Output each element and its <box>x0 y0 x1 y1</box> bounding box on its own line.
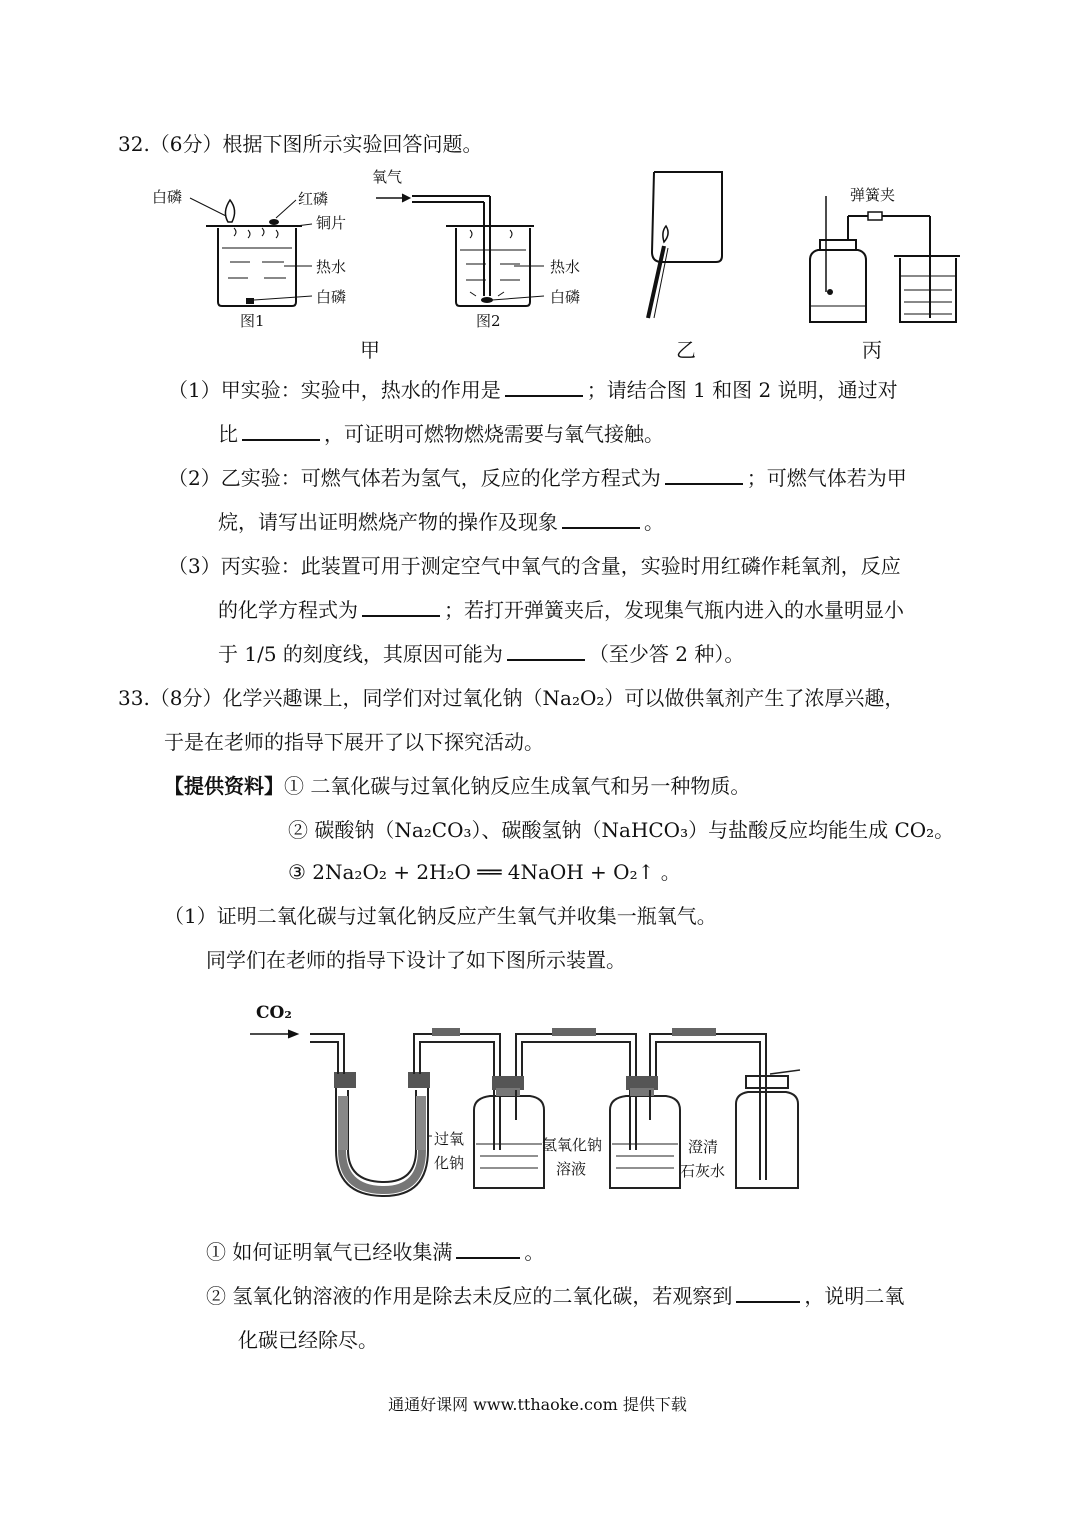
q33-subq1: ① 如何证明氧气已经收集满 。 <box>206 1240 545 1264</box>
caption-bing: 丙 <box>862 338 882 362</box>
q32-part3-line3: 于 1/5 的刻度线，其原因可能为 （至少答 2 种）。 <box>218 642 745 666</box>
label-hot-water-1: 热水 <box>316 258 347 276</box>
label-spring-clamp: 弹簧夹 <box>850 186 896 204</box>
label-white-phosphorus-1: 白磷 <box>316 288 347 306</box>
q33-subq2-line1: ② 氢氧化钠溶液的作用是除去未反应的二氧化碳，若观察到 ，说明二氧 <box>206 1284 905 1308</box>
label-na2o2-1: 过氧 <box>434 1130 465 1148</box>
q33-step1: （1）证明二氧化碳与过氧化钠反应产生氧气并收集一瓶氧气。 <box>164 904 717 928</box>
answer-blank[interactable] <box>456 1239 520 1259</box>
info-title: 【提供资料】 <box>164 774 284 798</box>
q33-heading-line2: 于是在老师的指导下展开了以下探究活动。 <box>164 730 544 754</box>
label-oxygen: 氧气 <box>372 168 403 186</box>
label-na2o2-2: 化钠 <box>434 1154 465 1172</box>
answer-blank[interactable] <box>736 1283 800 1303</box>
label-red-phosphorus: 红磷 <box>298 190 329 208</box>
q32-part2-line1: （2）乙实验：可燃气体若为氢气，反应的化学方程式为 ；可燃气体若为甲 <box>168 466 907 490</box>
q32-part2-line2: 烷，请写出证明燃烧产物的操作及现象 。 <box>218 510 664 534</box>
q32-part1-line1: （1）甲实验：实验中，热水的作用是 ；请结合图 1 和图 2 说明，通过对 <box>168 378 898 402</box>
q33-subq2-line2: 化碳已经除尽。 <box>238 1328 378 1352</box>
label-white-phosphorus-top: 白磷 <box>152 188 183 206</box>
label-naoh-1: 氢氧化钠 <box>542 1136 603 1154</box>
figure-1-caption: 图1 <box>240 312 265 330</box>
q33-step1-desc: 同学们在老师的指导下设计了如下图所示装置。 <box>206 948 626 972</box>
caption-yi: 乙 <box>676 338 696 362</box>
figure-2-caption: 图2 <box>476 312 501 330</box>
q33-heading-line1: 33.（8分）化学兴趣课上，同学们对过氧化钠（Na₂O₂）可以做供氧剂产生了浓厚兴趣， <box>118 686 905 710</box>
label-copper-plate: 铜片 <box>316 214 347 232</box>
page-footer: 通通好课网 www.tthaoke.com 提供下载 <box>388 1395 687 1414</box>
label-naoh-2: 溶液 <box>556 1160 587 1178</box>
q33-info-1: 【提供资料】① 二氧化碳与过氧化钠反应生成氧气和另一种物质。 <box>164 774 751 798</box>
q32-part3-line2: 的化学方程式为 ；若打开弹簧夹后，发现集气瓶内进入的水量明显小 <box>218 598 904 622</box>
label-lime-2: 石灰水 <box>680 1162 726 1180</box>
q32-part3-line1: （3）丙实验：此装置可用于测定空气中氧气的含量，实验时用红磷作耗氧剂，反应 <box>168 554 901 578</box>
caption-jia: 甲 <box>360 338 380 362</box>
label-co2: CO₂ <box>256 1003 292 1023</box>
label-lime-1: 澄清 <box>688 1138 719 1156</box>
label-hot-water-2: 热水 <box>550 258 581 276</box>
q33-info-2: ② 碳酸钠（Na₂CO₃）、碳酸氢钠（NaHCO₃）与盐酸反应均能生成 CO₂。 <box>288 818 955 842</box>
q32-heading: 32.（6分）根据下图所示实验回答问题。 <box>118 132 483 156</box>
q33-info-3: ③ 2Na₂O₂ + 2H₂O ══ 4NaOH + O₂↑ 。 <box>288 860 681 884</box>
label-white-phosphorus-2: 白磷 <box>550 288 581 306</box>
q32-part1-line2: 比 ，可证明可燃物燃烧需要与氧气接触。 <box>218 422 664 446</box>
